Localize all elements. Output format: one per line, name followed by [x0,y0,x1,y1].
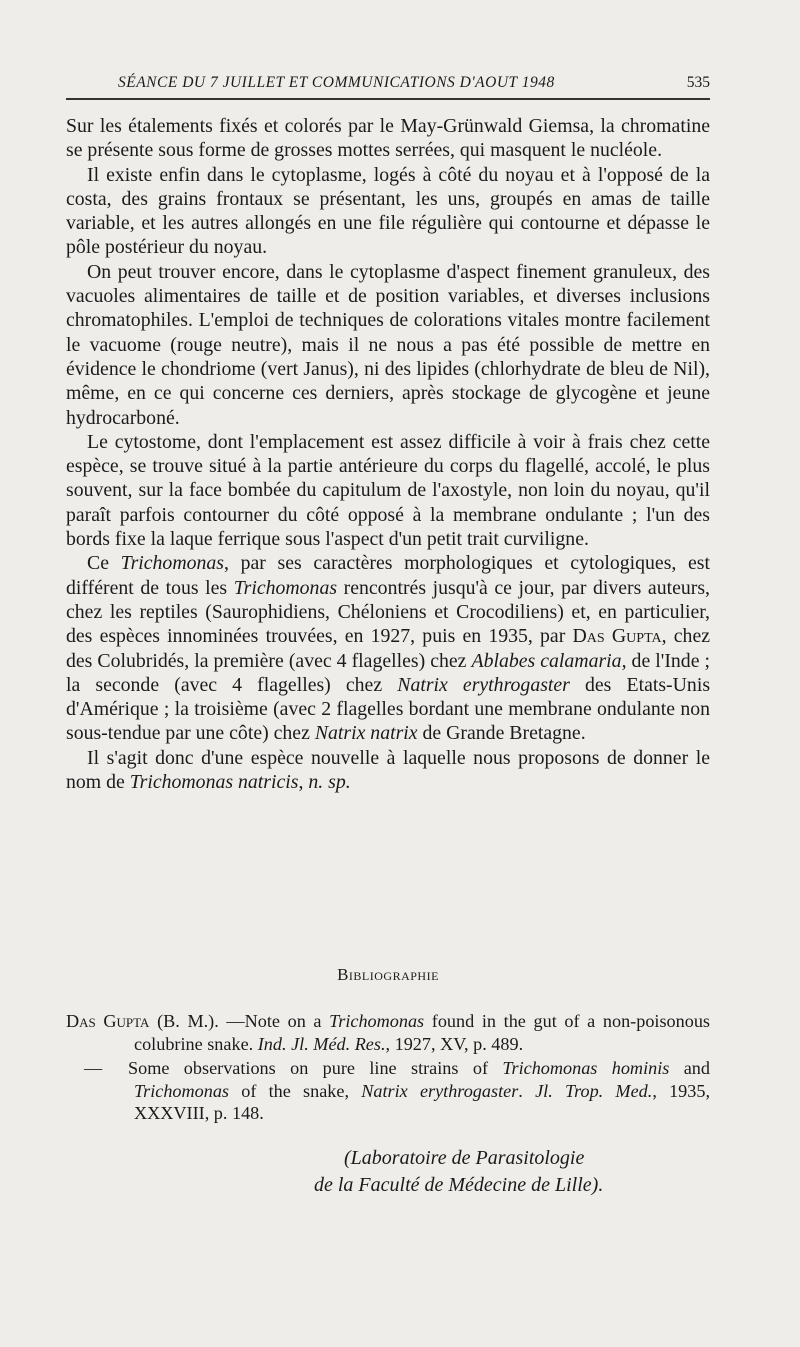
bibliography-list [66,1010,710,1125]
ref2-species-2: Natrix erythrogaster [361,1080,519,1101]
p5-genus-2: Trichomonas [233,576,338,599]
paragraph-2: Il existe enfin dans le cytoplasme, logés à côté du noyau et à l'opposé de la costa, des grains frontaux se présentant, les uns, groupés en amas de taille variable, et les autres allongés en une file régulière qui contourne et dépasse le pôle postérieur du noyau. [66,163,710,259]
paragraph-3: On peut trouver encore, dans le cytoplasme d'aspect finement granuleux, des vacuoles alimentaires de taille et de position variables, et diverses inclusions chromatophiles. L'emploi de techniques de colorations vitales montre facilement le vacuome (rouge neutre), mais il ne nous a pas été possible de mettre en évidence le chondriome (vert Janus), ni des lipides (chlorhydrate de bleu de Nil), même, en ce qui concerne ces derniers, après stockage de glycogène et jeune hydrocarboné. [66,260,710,429]
ref2-dash: — [84,1058,103,1078]
page-number: 535 [686,74,710,91]
p6-species: Trichomonas natricis [129,771,299,794]
p5-author: Das Gupta [572,625,662,648]
main-text [66,114,710,794]
reference-1 [66,1010,710,1055]
p5-genus-1: Trichomonas [120,552,224,575]
ref2-text-c: and [669,1058,710,1078]
p5-text-e: rencontrés jusqu'à ce jour, par divers auteurs, chez les reptiles (Saurophidiens, Chéloniens et Crocodiliens) et, en particulier, des espèces innominées trouvées, en 1927, puis en 1935, par [66,576,711,648]
p5-species-1: Ablabes calamaria [471,649,622,672]
paragraph-5 [66,551,710,745]
ref2-text-g: . [518,1080,536,1101]
ref2-text-a: Some observations on pure line strains of [128,1058,503,1078]
p6-text-c: , [298,771,309,794]
ref2-journal: Jl. Trop. Med. [535,1080,653,1101]
p6-text-a: Il s'agit donc d'une espèce nouvelle à laquelle nous proposons de donner le nom de [66,746,710,794]
affiliation-line-2: de la Faculté de Médecine de Lille). [314,1174,604,1196]
ref1-text-a: (B. M.). —Note on a [149,1011,330,1031]
affiliation [300,1145,700,1199]
p5-species-3: Natrix natrix [314,722,418,745]
paragraph-6 [66,746,710,795]
paragraph-1: Sur les étalements fixés et colorés par le May-Grünwald Giemsa, la chromatine se présente sous forme de grosses mottes serrées, qui masquent le nucléole. [66,115,710,162]
affiliation-line-1: (Laboratoire de Parasitologie [344,1147,585,1169]
p5-text-a: Ce [87,552,121,575]
p5-text-m: de Grande Bretagne. [417,722,586,745]
ref2-species-1: Trichomonas hominis [502,1058,670,1078]
running-title: SÉANCE DU 7 JUILLET ET COMMUNICATIONS D'AOUT 1948 [118,74,555,91]
ref2-text-e: of the snake, [229,1080,362,1101]
reference-2 [66,1057,710,1125]
ref2-genus: Trichomonas [134,1080,229,1101]
paragraph-4: Le cytostome, dont l'emplacement est assez difficile à voir à frais chez cette espèce, se trouve situé à la partie antérieure du corps du flagellé, accolé, le plus souvent, sur la face bombée du capitulum de l'axostyle, non loin du noyau, qu'il paraît parfois contourner du côté opposé à la membrane ondulante ; l'un des bords fixe la laque ferrique sous l'aspect d'un petit trait curviligne. [66,430,710,551]
ref1-text-e: , 1927, XV, p. 489. [385,1033,524,1054]
p5-text-c: , par ses caractères morphologiques et cytologiques, est différent de tous les [66,552,710,599]
ref1-author: Das Gupta [66,1011,150,1031]
ref1-journal: Ind. Jl. Méd. Res. [257,1033,386,1054]
p6-nsp: n. sp. [308,771,351,794]
p5-text-k: des Etats-Unis d'Amérique ; la troisième (avec 2 flagelles bordant une membrane ondulante non sous-tendue par une côte) chez [66,673,711,745]
running-header [66,70,710,96]
header-rule [66,98,710,100]
p5-text-g: , chez des Colubridés, la première (avec 4 flagelles) chez [66,625,710,672]
ref1-text-c: found in the gut of a non-poisonous colubrine snake. [134,1011,710,1054]
p5-text-i: , de l'Inde ; la seconde (avec 4 flagelles) chez [66,649,710,696]
bibliography-heading: Bibliographie [337,965,439,984]
ref2-text-i: , 1935, XXXVIII, p. 148. [134,1080,711,1123]
ref1-genus: Trichomonas [329,1011,425,1031]
p5-species-2: Natrix erythrogaster [397,673,570,696]
